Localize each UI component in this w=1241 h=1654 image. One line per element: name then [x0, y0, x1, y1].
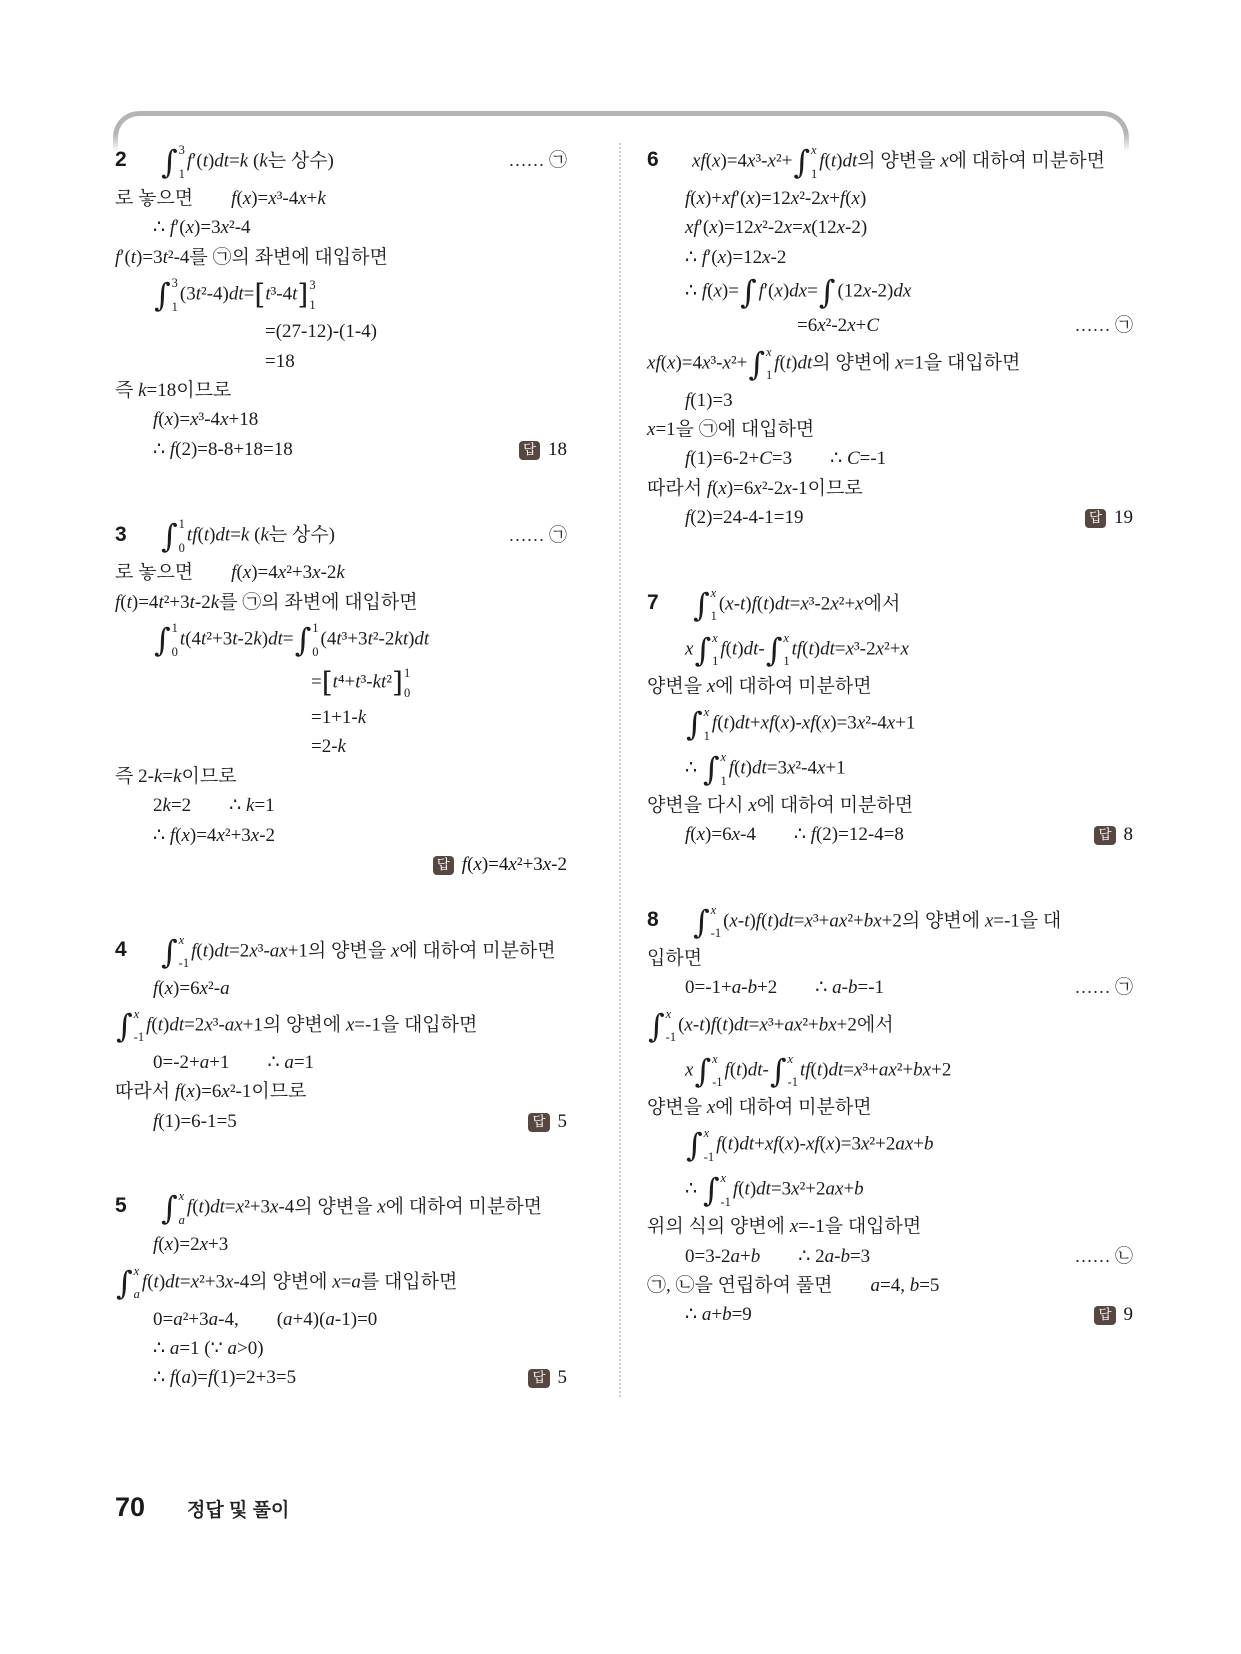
math-expression: ∫ x -1 f(t)dt+xf(x)-xf(x)=3x²+2ax+b: [686, 1126, 934, 1165]
solution-line: [647, 1275, 1133, 1297]
answer: [518, 1111, 567, 1133]
math-expression: ∴ f′(x)=3x²-4: [153, 217, 251, 239]
problem-3: [115, 517, 567, 876]
solution-line: [647, 795, 1133, 817]
limits: 3 1: [171, 276, 178, 314]
math-expression: 따라서 f(x)=6x²-2x-1이므로: [647, 477, 863, 499]
math-expression: 위의 식의 양변에 x=-1을 대입하면: [647, 1216, 922, 1238]
integral-sign: ∫ x -1: [702, 1171, 731, 1210]
math-expression: ∫ x -1 f(t)dt=2x³-ax+1의 양변에 x=-1을 대입하면: [116, 1006, 478, 1045]
integral-sign: ∫ 3 1: [154, 276, 178, 315]
solution-line: [115, 592, 567, 614]
solution-line: [115, 409, 567, 431]
math-expression: ∴ f(x)=4x²+3x-2: [153, 824, 276, 846]
integral-sign: ∫ x -1: [648, 1006, 677, 1045]
limits: x -1: [712, 1051, 723, 1090]
solution-line: [115, 1007, 567, 1045]
limits: x 1: [783, 630, 790, 669]
reference-tag: …… ㉠: [1074, 977, 1133, 998]
answer-value: 9: [1123, 1304, 1133, 1326]
math-expression: =6x²-2x+C: [797, 315, 880, 337]
limits: 1 0: [403, 666, 411, 700]
math-expression: f′(t)=3t²-4를 ㉠의 좌변에 대입하면: [115, 246, 388, 268]
solution-line: [647, 1126, 1133, 1164]
integral-sign: ∫: [818, 273, 836, 312]
reference-tag: …… ㉠: [508, 524, 567, 545]
integral-sign: ∫ x -1: [693, 902, 722, 941]
solution-line: [647, 705, 1133, 743]
math-expression: x ∫ x 1 f(t)dt- ∫ x 1 tf(t)dt=x³-2x²+x: [685, 630, 909, 669]
integral-sign: ∫ x 1: [694, 630, 719, 669]
answer-badge: 답: [433, 856, 454, 875]
math-expression: 0=a²+3a-4, (a+4)(a-1)=0: [153, 1308, 378, 1330]
problem-number: 8: [647, 908, 659, 932]
reference-tag: …… ㉠: [508, 150, 567, 171]
math-expression: ∴ f(2)=8-8+18=18: [153, 438, 293, 460]
solution-line: [647, 419, 1133, 441]
math-expression: =[t⁴+t³-kt²] 1 0: [311, 666, 411, 700]
math-expression: f(1)=6-2+C=3 ∴ C=-1: [685, 448, 887, 470]
problem-number: 6: [647, 148, 659, 172]
problem-number: 7: [647, 591, 659, 615]
math-expression: ∴ a=1 (∵ a>0): [153, 1337, 264, 1359]
math-expression: ∫ x a f(t)dt=x²+3x-4의 양변에 x=a를 대입하면: [116, 1263, 458, 1302]
limits: 1 0: [171, 621, 178, 659]
math-expression: ∴ f′(x)=12x-2: [685, 246, 787, 268]
answer-badge: 답: [1094, 1306, 1115, 1325]
math-expression: =2-k: [311, 736, 346, 758]
integral-sign: ∫: [739, 273, 757, 312]
limits: x 1: [703, 705, 710, 743]
solution-line: [647, 676, 1133, 698]
math-expression: 입하면: [647, 947, 703, 969]
solution-line: [115, 321, 567, 343]
answer-value: 18: [548, 438, 567, 460]
footer-label: 정답 및 풀이: [187, 1500, 290, 1521]
solution-line: [115, 854, 567, 876]
solution-line: [647, 1052, 1133, 1090]
solution-line: [647, 217, 1133, 239]
integral-sign: ∫ x -1: [686, 1126, 715, 1165]
problem-4: [115, 933, 567, 1134]
footer: [115, 1492, 289, 1523]
solution-line: [115, 933, 567, 971]
solution-line: [647, 478, 1133, 500]
answer-value: 19: [1114, 507, 1133, 529]
integral-sign: ∫ x -1: [769, 1051, 798, 1090]
solution-line: [115, 276, 567, 314]
math-expression: 양변을 다시 x에 대하여 미분하면: [647, 795, 914, 817]
limits: 1 0: [312, 621, 319, 659]
solution-line: [115, 1338, 567, 1360]
solutions-content: [115, 143, 1133, 1397]
integral-sign: ∫ 1 0: [161, 517, 185, 556]
right-column: [647, 143, 1133, 1397]
integral-sign: ∫ 1 0: [154, 621, 178, 660]
problem-number: 5: [115, 1194, 127, 1218]
limits: x a: [133, 1263, 140, 1302]
math-expression: 양변을 x에 대하여 미분하면: [647, 675, 872, 697]
limits: 3 1: [178, 143, 185, 181]
problem-number: 2: [115, 148, 127, 172]
column-divider: [619, 143, 621, 1397]
solution-line: [115, 143, 567, 181]
math-expression: =(27-12)-(1-4): [265, 321, 378, 343]
solution-line: [647, 1097, 1133, 1119]
solution-line: [647, 315, 1133, 337]
solution-line: [647, 247, 1133, 269]
solution-line: [115, 736, 567, 758]
math-expression: f(t)=4t²+3t-2k를 ㉠의 좌변에 대입하면: [115, 591, 418, 613]
integral-sign: ∫ x a: [161, 1189, 185, 1228]
solution-line: [647, 1216, 1133, 1238]
math-expression: 0=-2+a+1 ∴ a=1: [153, 1051, 315, 1073]
solution-line: [647, 143, 1133, 181]
math-expression: 2k=2 ∴ k=1: [153, 795, 275, 817]
solution-line: [647, 507, 1133, 529]
solution-line: [647, 390, 1133, 412]
math-expression: =1+1-k: [311, 707, 367, 729]
math-expression: ∫ x -1 f(t)dt=2x³-ax+1의 양변을 x에 대하여 미분하면: [161, 932, 556, 971]
answer: [1084, 1304, 1133, 1326]
limits: x 1: [811, 143, 818, 181]
integral-sign: ∫ x a: [116, 1263, 140, 1302]
math-expression: x ∫ x -1 f(t)dt- ∫ x -1 tf(t)dt=x³+ax²+bx+2: [685, 1051, 952, 1090]
math-expression: ∫ 3 1 (3t²-4)dt=[t³-4t] 3 1: [154, 276, 316, 315]
solution-line: [115, 517, 567, 555]
solution-line: [115, 825, 567, 847]
math-expression: f(x)=6x-4 ∴ f(2)=12-4=8: [685, 824, 904, 846]
solution-line: [115, 766, 567, 788]
integral-sign: ∫ x 1: [765, 630, 790, 669]
answer-value: 8: [1123, 824, 1133, 846]
answer-value: f(x)=4x²+3x-2: [461, 854, 567, 876]
solution-line: [115, 439, 567, 461]
reference-tag: …… ㉠: [1074, 315, 1133, 336]
solution-line: [115, 707, 567, 729]
solution-line: [115, 978, 567, 1000]
integral-sign: ∫ 1 0: [294, 621, 319, 660]
bracket-close: ]: [392, 666, 403, 700]
solution-line: [647, 448, 1133, 470]
solution-line: [647, 345, 1133, 383]
bracket-open: [: [321, 666, 333, 700]
solution-line: [647, 631, 1133, 669]
answer-badge: 답: [528, 1369, 549, 1388]
problem-number: 3: [115, 522, 127, 546]
solution-line: [647, 586, 1133, 624]
math-expression: ∫ 3 1 f′(t)dt=k (k는 상수): [161, 143, 334, 181]
bracket-open: [: [254, 278, 266, 312]
solution-line: [115, 380, 567, 402]
solution-line: [115, 247, 567, 269]
solution-line: [647, 188, 1133, 210]
answer-badge: 답: [1094, 826, 1115, 845]
math-expression: ∫ 1 0 tf(t)dt=k (k는 상수): [161, 517, 336, 556]
limits: x 1: [766, 344, 773, 383]
math-expression: f(x)=x³-4x+18: [153, 409, 259, 431]
reference-tag: …… ㉡: [1074, 1245, 1133, 1266]
answer: [509, 439, 567, 461]
footer-page-number: 70: [115, 1492, 146, 1522]
limits: x -1: [665, 1006, 677, 1045]
limits: x -1: [787, 1051, 798, 1090]
math-expression: f(1)=6-1=5: [153, 1110, 237, 1132]
math-expression: ∫ x -1 (x-t)f(t)dt=x³+ax²+bx+2의 양변에 x=-1을 대: [693, 902, 1062, 941]
limits: x -1: [178, 932, 190, 970]
integral-sign: ∫ x -1: [116, 1006, 145, 1045]
answer-badge: 답: [519, 441, 540, 460]
problem-number: 4: [115, 937, 127, 961]
limits: x a: [178, 1189, 185, 1227]
integral-sign: ∫ x 1: [748, 344, 773, 383]
bracket-close: ]: [297, 278, 309, 312]
solution-line: [647, 948, 1133, 970]
solution-line: [647, 273, 1133, 312]
math-expression: xf′(x)=12x²-2x=x(12x-2): [685, 217, 868, 239]
integral-sign: ∫ x 1: [702, 750, 727, 789]
problem-6: [647, 143, 1133, 530]
answer-value: 5: [557, 1367, 567, 1389]
math-expression: xf(x)=4x³-x²+ ∫ x 1 f(t)dt의 양변을 x에 대하여 미분하면: [692, 143, 1105, 181]
math-expression: ∫ x 1 f(t)dt+xf(x)-xf(x)=3x²-4x+1: [686, 705, 916, 744]
solution-line: [115, 1367, 567, 1389]
solution-line: [115, 1052, 567, 1074]
problem-7: [647, 586, 1133, 847]
math-expression: ㉠, ㉡을 연립하여 풀면 a=4, b=5: [647, 1274, 940, 1296]
answer: [1084, 824, 1133, 846]
integral-sign: ∫ x -1: [694, 1051, 723, 1090]
math-expression: =18: [265, 350, 295, 372]
integral-sign: ∫ x 1: [693, 585, 717, 624]
answer: [1075, 507, 1133, 529]
math-expression: ∴ ∫ x -1 f(t)dt=3x²+2ax+b: [685, 1171, 864, 1210]
left-column: [115, 143, 567, 1397]
math-expression: ∫ x a f(t)dt=x²+3x-4의 양변을 x에 대하여 미분하면: [161, 1189, 542, 1228]
math-expression: f(x)=2x+3: [153, 1234, 229, 1256]
limits: x -1: [720, 1171, 731, 1209]
solution-line: [115, 1189, 567, 1227]
solution-line: [115, 666, 567, 700]
math-expression: 양변을 x에 대하여 미분하면: [647, 1096, 872, 1118]
solution-line: [647, 824, 1133, 846]
limits: 1 0: [178, 517, 185, 555]
limits: x -1: [710, 902, 722, 941]
math-expression: ∴ f(a)=f(1)=2+3=5: [153, 1367, 297, 1389]
answer-value: 5: [557, 1110, 567, 1132]
solution-line: [647, 903, 1133, 941]
math-expression: ∴ ∫ x 1 f(t)dt=3x²-4x+1: [685, 750, 846, 789]
solution-line: [115, 1081, 567, 1103]
answer-badge: 답: [1085, 509, 1106, 528]
math-expression: ∫ x -1 (x-t)f(t)dt=x³+ax²+bx+2에서: [648, 1006, 894, 1045]
integral-sign: ∫ 3 1: [161, 143, 185, 181]
math-expression: 0=3-2a+b ∴ 2a-b=3: [685, 1245, 871, 1267]
solution-line: [647, 1304, 1133, 1326]
math-expression: ∴ a+b=9: [685, 1304, 752, 1326]
problem-2: [115, 143, 567, 461]
math-expression: ∫ x 1 (x-t)f(t)dt=x³-2x²+x에서: [693, 585, 901, 624]
math-expression: f(1)=3: [685, 389, 733, 411]
integral-sign: ∫ x 1: [793, 143, 818, 181]
math-expression: f(2)=24-4-1=19: [685, 507, 804, 529]
limits: 3 1: [309, 278, 316, 312]
integral-sign: ∫ x -1: [161, 932, 190, 971]
limits: x -1: [703, 1126, 715, 1164]
solution-line: [115, 621, 567, 659]
math-expression: 0=-1+a-b+2 ∴ a-b=-1: [685, 977, 885, 999]
solution-line: [115, 795, 567, 817]
integral-sign: ∫ x 1: [686, 705, 710, 744]
math-expression: f(x)+xf′(x)=12x²-2x+f(x): [685, 188, 867, 209]
solution-line: [647, 750, 1133, 788]
answer: [423, 854, 567, 876]
math-expression: ∴ f(x)= ∫ f′(x)dx= ∫ (12x-2)dx: [685, 273, 912, 312]
solution-line: [647, 1171, 1133, 1209]
answer: [518, 1367, 567, 1389]
math-expression: 로 놓으면 f(x)=4x²+3x-2k: [115, 562, 345, 584]
math-expression: 로 놓으면 f(x)=x³-4x+k: [115, 188, 326, 209]
solution-line: [115, 1234, 567, 1256]
solution-line: [115, 1264, 567, 1302]
solution-line: [647, 977, 1133, 999]
answer-badge: 답: [528, 1113, 549, 1132]
solution-line: [115, 1309, 567, 1331]
solution-line: [115, 351, 567, 373]
limits: x 1: [720, 750, 727, 788]
solution-line: [115, 1111, 567, 1133]
math-expression: xf(x)=4x³-x²+ ∫ x 1 f(t)dt의 양변에 x=1을 대입하면: [647, 344, 1021, 383]
math-expression: f(x)=6x²-a: [153, 977, 230, 999]
solution-line: [647, 1246, 1133, 1268]
problem-5: [115, 1189, 567, 1390]
math-expression: x=1을 ㉠에 대입하면: [647, 419, 815, 441]
solution-line: [115, 188, 567, 210]
solution-line: [115, 217, 567, 239]
math-expression: 즉 k=18이므로: [115, 380, 232, 402]
solution-line: [115, 562, 567, 584]
limits: x -1: [133, 1006, 145, 1045]
math-expression: 즉 2-k=k이므로: [115, 765, 237, 787]
problem-8: [647, 903, 1133, 1327]
math-expression: 따라서 f(x)=6x²-1이므로: [115, 1081, 307, 1103]
limits: x 1: [710, 585, 717, 624]
limits: x 1: [712, 630, 719, 669]
math-expression: ∫ 1 0 t(4t²+3t-2k)dt= ∫ 1 0 (4t³+3t²-2kt)dt: [154, 621, 430, 660]
solution-line: [647, 1007, 1133, 1045]
